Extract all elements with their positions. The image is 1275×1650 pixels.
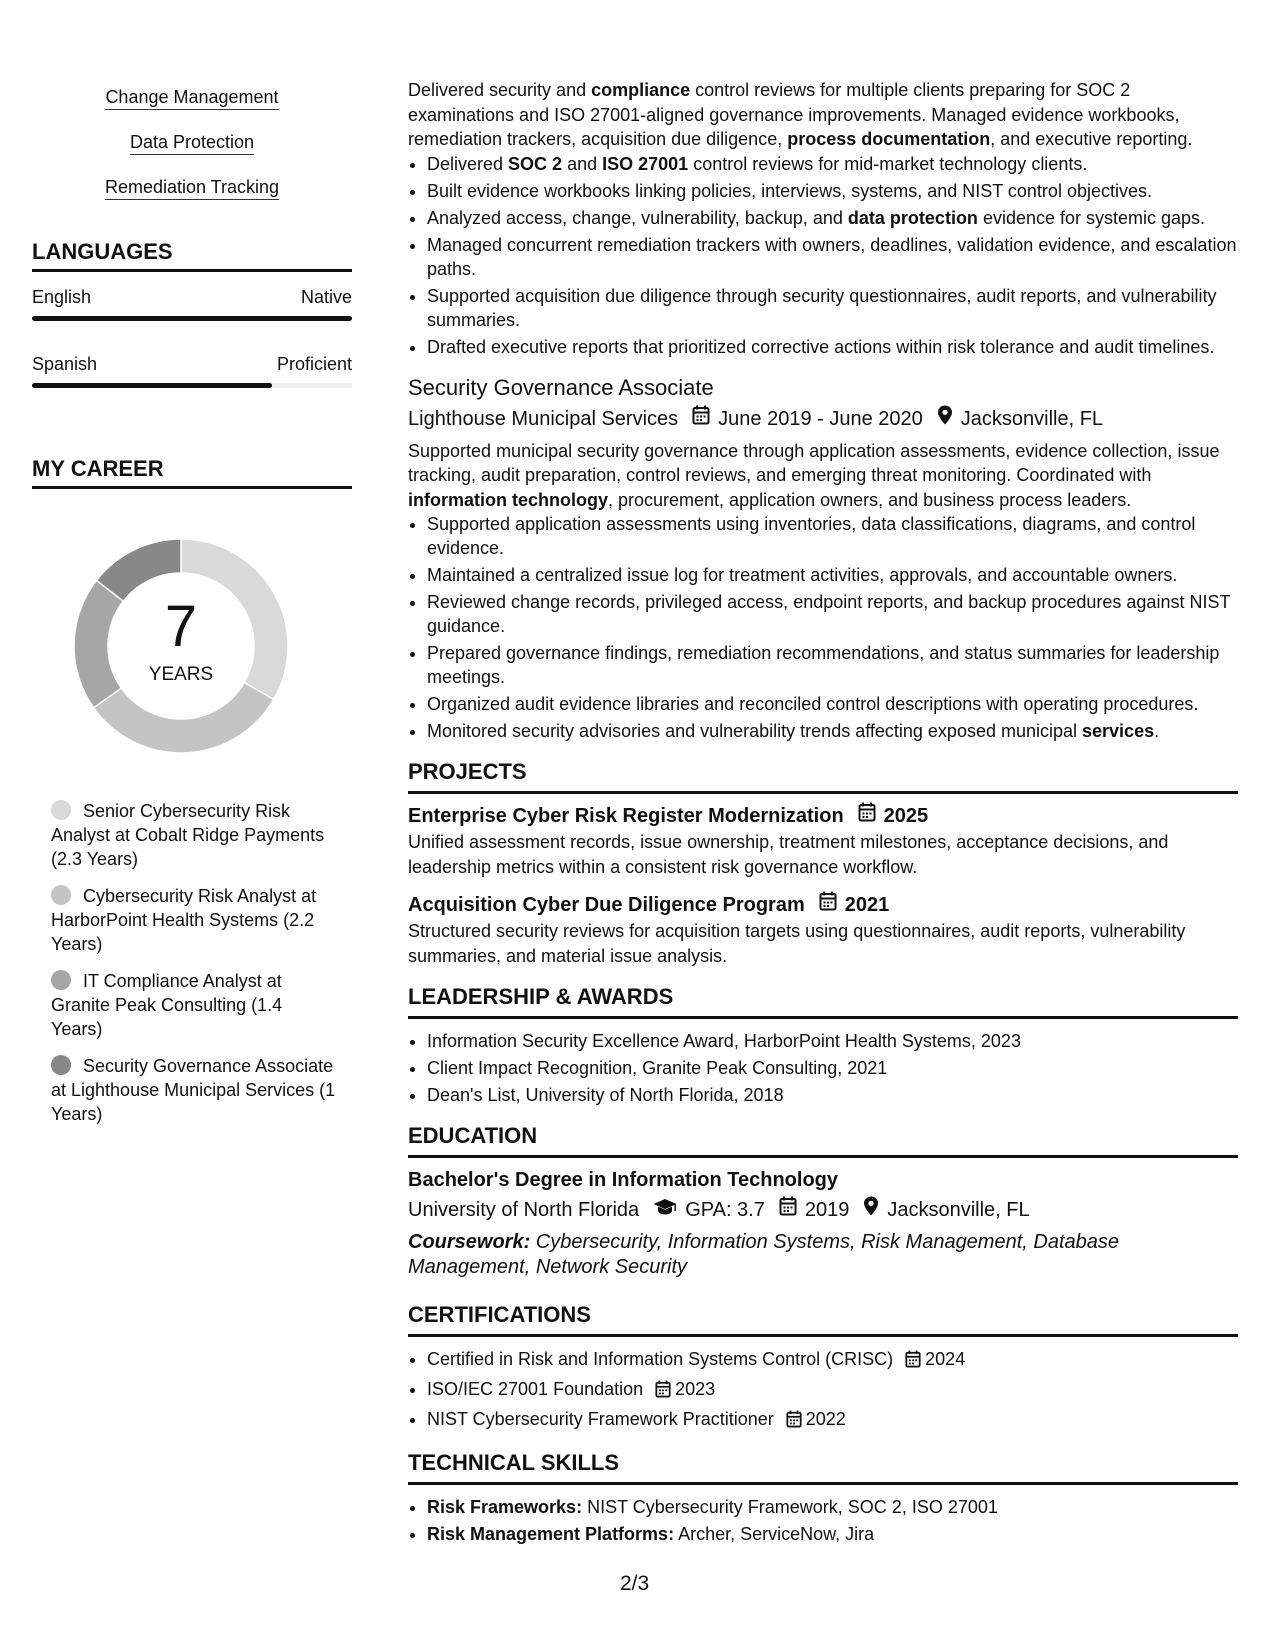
career-legend-label: Security Governance Associate at Lighthouse Municipal Services (1 Years)	[51, 1056, 336, 1124]
calendar-icon	[779, 1196, 797, 1224]
awards-list	[408, 1029, 1238, 1107]
career-legend-item	[51, 799, 336, 871]
cert-year: 2024	[925, 1349, 966, 1369]
list-item: • Supported acquisition due diligence through security questionnaires, audit reports, and vulnerability summaries.	[427, 284, 1238, 332]
career-legend-label: IT Compliance Analyst at Granite Peak Consulting (1.4 Years)	[51, 971, 283, 1039]
project-description: Structured security reviews for acquisition targets using questionnaires, audit reports, vulnerability summaries, and material issue analysis.	[408, 921, 1186, 966]
gpa: GPA: 3.7	[685, 1199, 765, 1221]
technical-skills-list	[408, 1495, 1238, 1546]
language-level: Proficient	[276, 354, 352, 374]
calendar-icon	[905, 1350, 921, 1374]
project-year: 2025	[883, 805, 929, 827]
right-column	[408, 78, 1238, 1549]
experience-summary: Delivered security and compliance control reviews for multiple clients preparing for SOC 2 examinations and ISO 27001-aligned governance improvements. Managed evidence workbooks, remediation trackers, acquisition due diligence, process documentation, and executive reporting.	[408, 80, 1193, 149]
language-bar	[32, 383, 352, 388]
list-item: • Built evidence workbooks linking policies, interviews, systems, and NIST control objectives.	[427, 179, 1238, 203]
project-year: 2021	[844, 894, 890, 916]
certifications-list	[408, 1347, 1238, 1434]
page-number: 2/3	[620, 1572, 650, 1595]
skill-category: Risk Management Platforms:	[427, 1524, 675, 1544]
location-pin-icon	[937, 405, 953, 433]
projects-heading: PROJECTS	[408, 759, 1238, 794]
career-legend-label: Senior Cybersecurity Risk Analyst at Cobalt Ridge Payments (2.3 Years)	[51, 801, 325, 869]
certifications-heading: CERTIFICATIONS	[408, 1302, 1238, 1337]
location-pin-icon	[863, 1196, 879, 1224]
skill-values: NIST Cybersecurity Framework, SOC 2, ISO 27001	[582, 1497, 998, 1517]
list-item: • Reviewed change records, privileged access, endpoint reports, and backup procedures against NIST guidance.	[427, 590, 1238, 638]
donut-slice	[94, 683, 274, 753]
list-item	[427, 1347, 1238, 1374]
graduation-cap-icon	[653, 1196, 677, 1224]
list-item: • Managed concurrent remediation trackers with owners, deadlines, validation evidence, and escalation paths.	[427, 233, 1238, 281]
experience-summary: Supported municipal security governance through application assessments, evidence collection, issue tracking, audit preparation, control reviews, and emerging threat monitoring. Coordinated with information technology, procurement, application owners, and business process leaders.	[408, 440, 1220, 510]
list-item: • Information Security Excellence Award, HarborPoint Health Systems, 2023	[427, 1029, 1238, 1053]
career-total-years: 7	[164, 594, 198, 659]
education-heading: EDUCATION	[408, 1123, 1238, 1158]
list-item: • Maintained a centralized issue log for treatment activities, approvals, and accountable owners.	[427, 563, 1238, 587]
skill-item: Change Management	[105, 86, 278, 110]
graduation-year: 2019	[804, 1199, 850, 1221]
language-name: English	[32, 287, 92, 307]
coursework: Coursework: Cybersecurity, Information Systems, Risk Management, Database Management, Network Security	[408, 1231, 1119, 1278]
degree-title: Bachelor's Degree in Information Technology	[408, 1169, 839, 1191]
language-item	[32, 286, 352, 321]
skill-category: Risk Frameworks:	[427, 1497, 583, 1517]
role-dates: June 2019 - June 2020	[718, 407, 923, 430]
legend-dot-icon	[51, 800, 71, 820]
cert-year: 2023	[675, 1379, 716, 1399]
languages-list	[32, 286, 352, 388]
legend-dot-icon	[51, 885, 71, 905]
company-name: Lighthouse Municipal Services	[408, 407, 679, 430]
career-years-unit: YEARS	[148, 664, 214, 685]
list-item	[427, 1407, 1238, 1434]
legend-dot-icon	[51, 970, 71, 990]
experience-bullets	[408, 512, 1238, 743]
list-item: • Client Impact Recognition, Granite Peak Consulting, 2021	[427, 1056, 1238, 1080]
career-heading: MY CAREER	[32, 456, 352, 489]
role-location: Jacksonville, FL	[960, 407, 1104, 430]
project-item	[408, 891, 1238, 968]
list-item: • Dean's List, University of North Florida, 2018	[427, 1083, 1238, 1107]
project-item	[408, 802, 1238, 879]
role-meta	[408, 405, 1238, 433]
languages-heading: LANGUAGES	[32, 239, 352, 272]
list-item: • Delivered SOC 2 and ISO 27001 control reviews for mid-market technology clients.	[427, 152, 1238, 176]
skill-values: Archer, ServiceNow, Jira	[674, 1524, 875, 1544]
calendar-icon	[692, 405, 710, 433]
list-item: • Analyzed access, change, vulnerability, backup, and data protection evidence for systemic gaps.	[427, 206, 1238, 230]
left-column	[32, 0, 352, 1139]
list-item: • Organized audit evidence libraries and reconciled control descriptions with operating procedures.	[427, 692, 1238, 716]
career-legend-label: Cybersecurity Risk Analyst at HarborPoint Health Systems (2.2 Years)	[51, 886, 317, 954]
language-bar-fill	[32, 383, 272, 388]
language-name: Spanish	[32, 354, 98, 374]
career-donut-chart	[64, 529, 298, 763]
technical-skills-heading: TECHNICAL SKILLS	[408, 1450, 1238, 1485]
calendar-icon	[858, 802, 876, 830]
list-item	[427, 1377, 1238, 1404]
cert-name: Certified in Risk and Information Systems Control (CRISC)	[427, 1349, 894, 1369]
legend-dot-icon	[51, 1055, 71, 1075]
list-item: • Drafted executive reports that prioritized corrective actions within risk tolerance and audit timelines.	[427, 335, 1238, 359]
language-bar	[32, 316, 352, 321]
school-name: University of North Florida	[408, 1199, 640, 1221]
skill-item: Data Protection	[130, 131, 254, 155]
language-level: Native	[300, 287, 352, 307]
project-title: Enterprise Cyber Risk Register Modernization	[408, 805, 844, 827]
career-legend-item	[51, 969, 336, 1041]
skill-list	[32, 86, 352, 221]
language-bar-fill	[32, 316, 352, 321]
school-location: Jacksonville, FL	[887, 1199, 1030, 1221]
career-legend-item	[51, 1054, 336, 1126]
cert-name: ISO/IEC 27001 Foundation	[427, 1379, 644, 1399]
skill-item: Remediation Tracking	[105, 176, 279, 200]
calendar-icon	[786, 1410, 802, 1434]
list-item: • Monitored security advisories and vulnerability trends affecting exposed municipal services.	[427, 719, 1238, 743]
cert-year: 2022	[805, 1409, 846, 1429]
experience-bullets	[408, 152, 1238, 359]
list-item: • Supported application assessments using inventories, data classifications, diagrams, and control evidence.	[427, 512, 1238, 560]
language-item	[32, 353, 352, 388]
education-meta	[408, 1196, 1238, 1224]
calendar-icon	[655, 1380, 671, 1404]
project-title: Acquisition Cyber Due Diligence Program	[408, 894, 805, 916]
cert-name: NIST Cybersecurity Framework Practitioner	[427, 1409, 774, 1429]
calendar-icon	[819, 891, 837, 919]
career-legend	[32, 799, 336, 1126]
list-item	[427, 1522, 1238, 1546]
awards-heading: LEADERSHIP & AWARDS	[408, 984, 1238, 1019]
role-title: Security Governance Associate	[408, 374, 714, 400]
career-legend-item	[51, 884, 336, 956]
project-description: Unified assessment records, issue ownership, treatment milestones, acceptance decisions, and leadership metrics within a consistent risk governance workflow.	[408, 832, 1169, 877]
list-item: • Prepared governance findings, remediation recommendations, and status summaries for leadership meetings.	[427, 641, 1238, 689]
list-item	[427, 1495, 1238, 1519]
